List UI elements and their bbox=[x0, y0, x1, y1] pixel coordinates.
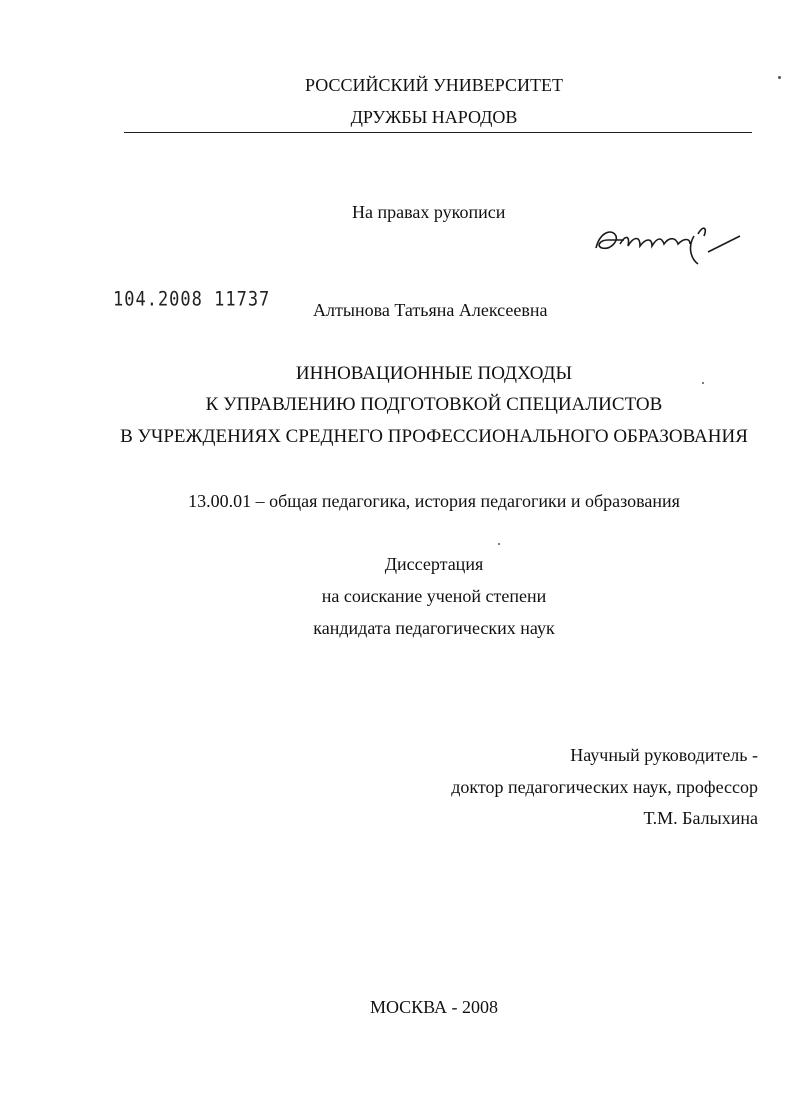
university-name-line2: ДРУЖБЫ НАРОДОВ bbox=[350, 107, 518, 127]
scan-speck bbox=[498, 543, 500, 545]
dissertation-label: Диссертация bbox=[384, 554, 484, 574]
degree-purpose: на соискание ученой степени bbox=[321, 586, 547, 606]
supervisor-label: Научный руководитель - bbox=[570, 745, 758, 765]
supervisor-name: Т.М. Балыхина bbox=[643, 808, 758, 828]
city-year: МОСКВА - 2008 bbox=[369, 997, 499, 1017]
archive-stamp-number: 104.2008 11737 bbox=[113, 288, 271, 311]
supervisor-degree: доктор педагогических наук, профессор bbox=[451, 777, 758, 797]
scan-speck bbox=[702, 382, 704, 384]
manuscript-note: На правах рукописи bbox=[352, 202, 506, 222]
header-divider bbox=[124, 132, 752, 133]
scan-speck bbox=[778, 76, 781, 79]
university-name-line1: РОССИЙСКИЙ УНИВЕРСИТЕТ bbox=[305, 75, 563, 95]
handwritten-signature bbox=[590, 214, 750, 274]
dissertation-title-line2: К УПРАВЛЕНИЮ ПОДГОТОВКОЙ СПЕЦИАЛИСТОВ bbox=[205, 394, 663, 415]
specialty-code: 13.00.01 – общая педагогика, история педагогики и образования bbox=[188, 491, 680, 511]
author-name: Алтынова Татьяна Алексеевна bbox=[313, 300, 548, 320]
dissertation-title-line3: В УЧРЕЖДЕНИЯХ СРЕДНЕГО ПРОФЕССИОНАЛЬНОГО ОБРАЗОВАНИЯ bbox=[120, 426, 748, 447]
dissertation-title-line1: ИННОВАЦИОННЫЕ ПОДХОДЫ bbox=[295, 363, 573, 384]
degree-name: кандидата педагогических наук bbox=[313, 618, 555, 638]
